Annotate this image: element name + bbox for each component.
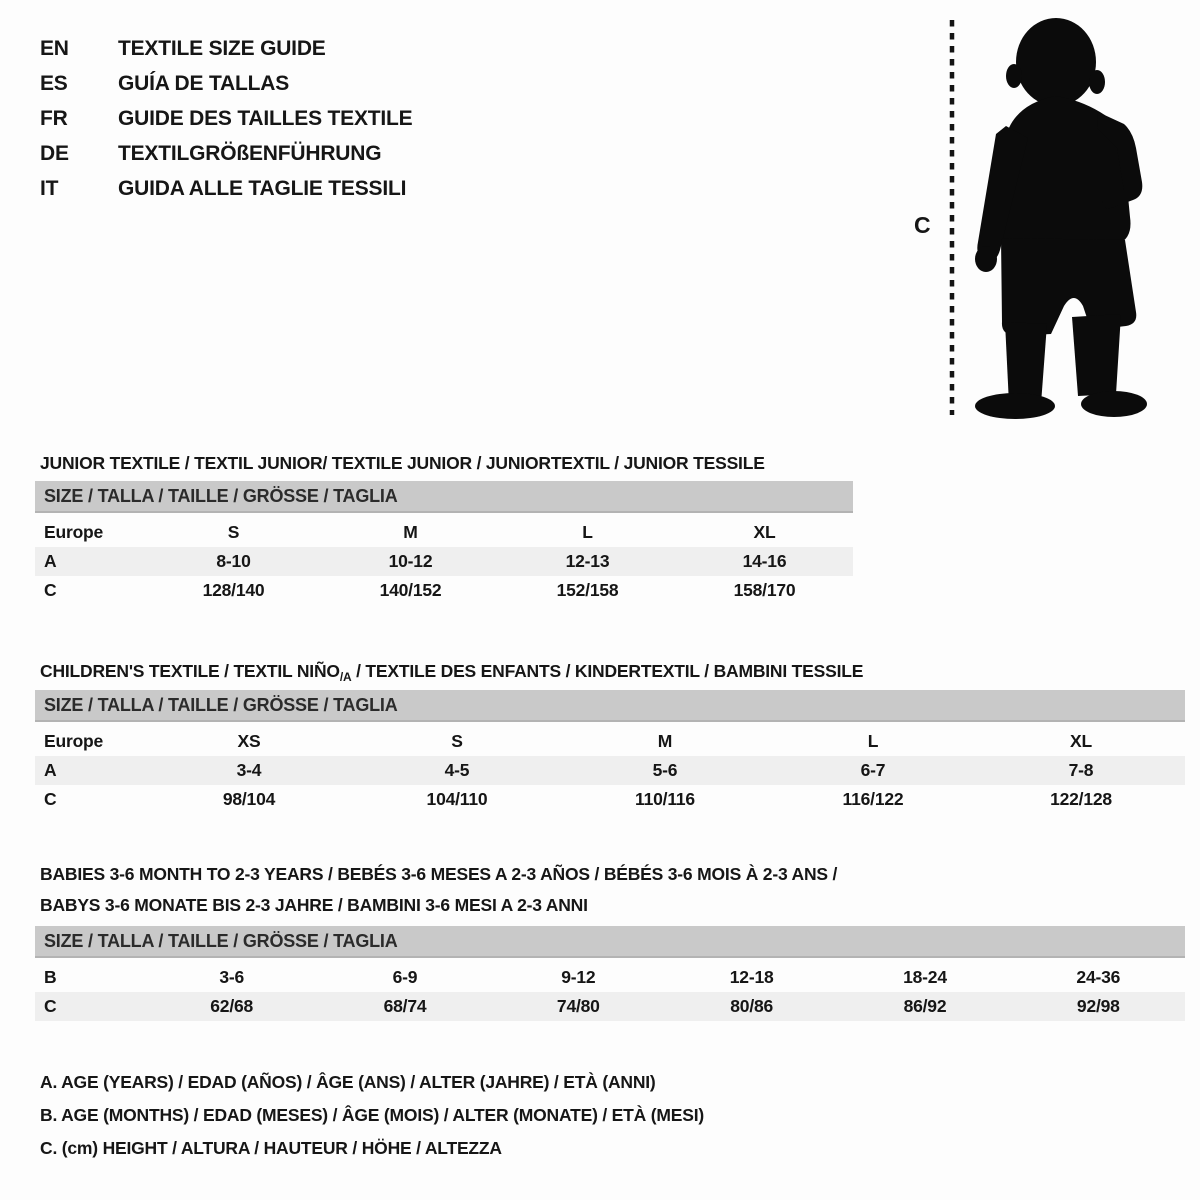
children-heading-suffix: / TEXTILE DES ENFANTS / KINDERTEXTIL / BAMBINI TESSILE	[351, 660, 864, 681]
cell-value: S	[451, 731, 463, 751]
language-code: IT	[40, 177, 59, 200]
cell-value: 152/158	[556, 580, 619, 600]
language-title: TEXTILE SIZE GUIDE	[118, 37, 326, 60]
language-row	[40, 171, 412, 206]
language-title: GUIDA ALLE TAGLIE TESSILI	[118, 177, 407, 200]
babies-table-rows	[35, 963, 1185, 1021]
cell-value: 4-5	[444, 760, 470, 780]
language-row	[40, 31, 412, 66]
cell-value: 158/170	[733, 580, 796, 600]
cell-value: 7-8	[1068, 760, 1094, 780]
section-heading-children	[40, 661, 863, 684]
babies-heading-line-2: BABYS 3-6 MONATE BIS 2-3 JAHRE / BAMBINI 3-6 MESI A 2-3 ANNI	[40, 894, 588, 915]
table-row	[35, 963, 1185, 992]
table-row	[35, 756, 1185, 785]
cell-value: 3-6	[219, 967, 245, 987]
language-title: GUIDE DES TAILLES TEXTILE	[118, 107, 413, 130]
language-code: ES	[40, 72, 68, 95]
cell-value: 5-6	[652, 760, 678, 780]
children-heading-prefix: CHILDREN'S TEXTILE / TEXTIL NIÑO	[40, 660, 340, 681]
cell-value: 62/68	[210, 996, 254, 1016]
cell-value: L	[582, 522, 593, 542]
junior-table-rows	[35, 518, 853, 605]
table-row	[35, 576, 853, 605]
language-code: DE	[40, 142, 69, 165]
size-bar: SIZE / TALLA / TAILLE / GRÖSSE / TAGLIA	[35, 481, 853, 513]
table-row	[35, 727, 1185, 756]
babies-heading-line-1: BABIES 3-6 MONTH TO 2-3 YEARS / BEBÉS 3-6 MESES A 2-3 AÑOS / BÉBÉS 3-6 MOIS À 2-3 ANS /	[40, 863, 838, 884]
size-bar: SIZE / TALLA / TAILLE / GRÖSSE / TAGLIA	[35, 926, 1185, 958]
cell-value: S	[227, 522, 240, 542]
cell-value: 122/128	[1050, 789, 1112, 809]
row-label: A	[44, 760, 57, 780]
legend	[40, 1066, 704, 1165]
cell-value: 74/80	[556, 996, 600, 1016]
cell-value: 104/110	[426, 789, 488, 809]
language-code: EN	[40, 37, 69, 60]
height-measure-label: C	[914, 212, 931, 238]
cell-value: 24-36	[1076, 967, 1121, 987]
row-label: C	[44, 789, 57, 809]
language-code: FR	[40, 107, 68, 130]
cell-value: 9-12	[561, 967, 596, 987]
cell-value: 116/122	[842, 789, 904, 809]
table-row	[35, 785, 1185, 814]
cell-value: 18-24	[903, 967, 947, 987]
legend-line: A. AGE (YEARS) / EDAD (AÑOS) / ÂGE (ANS) / ALTER (JAHRE) / ETÀ (ANNI)	[40, 1072, 656, 1092]
section-heading-junior: JUNIOR TEXTILE / TEXTIL JUNIOR/ TEXTILE JUNIOR / JUNIORTEXTIL / JUNIOR TESSILE	[40, 452, 765, 473]
cell-value: L	[867, 731, 879, 751]
cell-value: 6-9	[392, 967, 418, 987]
cell-value: XS	[237, 731, 261, 751]
row-label: C	[44, 996, 57, 1016]
row-label: A	[44, 551, 57, 571]
language-row	[40, 66, 412, 101]
toddler-silhouette-icon	[900, 12, 1180, 424]
language-title: TEXTILGRÖßENFÜHRUNG	[118, 142, 382, 165]
cell-value: 6-7	[860, 760, 886, 780]
cell-value: 110/116	[635, 789, 695, 809]
cell-value: 98/104	[222, 789, 276, 809]
cell-value: 12-18	[729, 967, 774, 987]
language-row	[40, 101, 412, 136]
cell-value: XL	[753, 522, 776, 542]
table-row	[35, 547, 853, 576]
legend-line: C. (cm) HEIGHT / ALTURA / HAUTEUR / HÖHE / ALTEZZA	[40, 1138, 502, 1158]
language-title: GUÍA DE TALLAS	[118, 72, 290, 95]
cell-value: 14-16	[742, 551, 787, 571]
cell-value: M	[657, 731, 673, 751]
cell-value: 80/86	[730, 996, 774, 1016]
legend-line: B. AGE (MONTHS) / EDAD (MESES) / ÂGE (MOIS) / ALTER (MONATE) / ETÀ (MESI)	[40, 1105, 704, 1125]
babies-size-table	[35, 926, 1185, 1021]
cell-value: 128/140	[202, 580, 265, 600]
children-size-table	[35, 690, 1185, 814]
table-row	[35, 518, 853, 547]
language-title-list	[40, 31, 412, 206]
cell-value: 12-13	[565, 551, 610, 571]
row-label: Europe	[44, 522, 104, 542]
row-label: Europe	[44, 731, 104, 751]
section-heading-babies	[40, 859, 837, 921]
toddler-silhouette-shape	[975, 18, 1147, 419]
row-label: B	[44, 967, 57, 987]
cell-value: 140/152	[379, 580, 442, 600]
cell-value: M	[403, 522, 418, 542]
table-row	[35, 992, 1185, 1021]
cell-value: 86/92	[903, 996, 947, 1016]
language-row	[40, 136, 412, 171]
junior-size-table	[35, 481, 853, 605]
cell-value: 92/98	[1076, 996, 1120, 1016]
children-heading-sub: /A	[339, 669, 352, 684]
size-bar: SIZE / TALLA / TAILLE / GRÖSSE / TAGLIA	[35, 690, 1185, 722]
cell-value: 68/74	[383, 996, 427, 1016]
cell-value: XL	[1070, 731, 1092, 751]
cell-value: 8-10	[216, 551, 251, 571]
row-label: C	[44, 580, 57, 600]
cell-value: 3-4	[236, 760, 262, 780]
children-table-rows	[35, 727, 1185, 814]
cell-value: 10-12	[388, 551, 433, 571]
